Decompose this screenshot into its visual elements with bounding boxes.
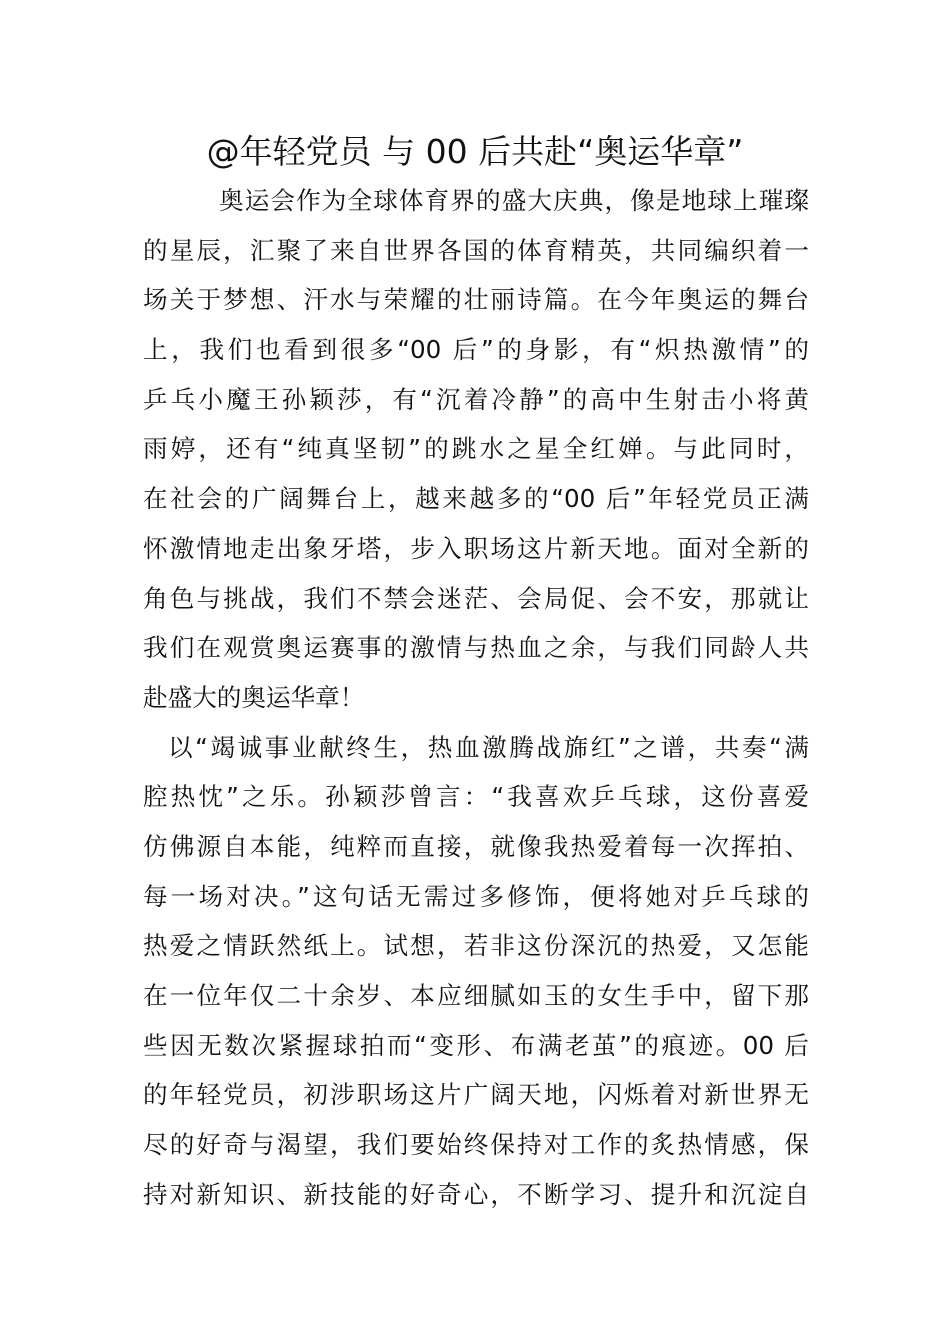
paragraph-2-line-2: 腔热忱”之乐。孙颖莎曾言：“我喜欢乒乓球，这份喜爱 [143,782,809,812]
paragraph-1-line-1: 奥运会作为全球体育界的盛大庆典，像是地球上璀璨 [219,186,809,215]
paragraph-1-line-3: 场关于梦想、汗水与荣耀的壮丽诗篇。在今年奥运的舞台 [143,285,809,315]
paragraph-1-line-11: 赴盛大的奥运华章！ [143,682,365,712]
paragraph-1-line-2: 的星辰，汇聚了来自世界各国的体育精英，共同编织着一 [143,235,809,265]
paragraph-2-line-7: 些因无数次紧握球拍而“变形、布满老茧”的痕迹。00 后 [143,1030,809,1060]
paragraph-2-line-5: 热爱之情跃然纸上。试想，若非这份深沉的热爱，又怎能 [143,931,809,961]
paragraph-1-line-10: 我们在观赏奥运赛事的激情与热血之余，与我们同龄人共 [143,633,809,663]
paragraph-1-line-4: 上，我们也看到很多“00 后”的身影，有“炽热激情”的 [143,335,809,365]
paragraph-1-line-6: 雨婷，还有“纯真坚韧”的跳水之星全红婵。与此同时， [143,434,809,464]
paragraph-2-line-3: 仿佛源自本能，纯粹而直接，就像我热爱着每一次挥拍、 [143,831,809,861]
paragraph-2-line-9: 尽的好奇与渴望，我们要始终保持对工作的炙热情感，保 [143,1130,809,1160]
document-title: @年轻党员 与 00 后共赴“奥运华章” [206,132,744,171]
paragraph-2-line-6: 在一位年仅二十余岁、本应细腻如玉的女生手中，留下那 [143,981,809,1010]
paragraph-1-line-7: 在社会的广阔舞台上，越来越多的“00 后”年轻党员正满 [143,484,809,514]
paragraph-2-line-8: 的年轻党员，初涉职场这片广阔天地，闪烁着对新世界无 [143,1080,809,1110]
paragraph-2-line-4: 每一场对决。”这句话无需过多修饰，便将她对乒乓球的 [143,881,809,911]
paragraph-1-line-8: 怀激情地走出象牙塔，步入职场这片新天地。面对全新的 [143,533,809,563]
paragraph-2-line-10: 持对新知识、新技能的好奇心，不断学习、提升和沉淀自 [143,1179,809,1209]
paragraph-1-line-5: 乒乓小魔王孙颖莎，有“沉着冷静”的高中生射击小将黄 [143,384,809,414]
document-body [143,176,809,1219]
paragraph-1-line-9: 角色与挑战，我们不禁会迷茫、会局促、会不安，那就让 [143,583,809,613]
paragraph-2-line-1: 以“竭诚事业献终生，热血激腾战旆红”之谱，共奏“满 [168,732,809,762]
